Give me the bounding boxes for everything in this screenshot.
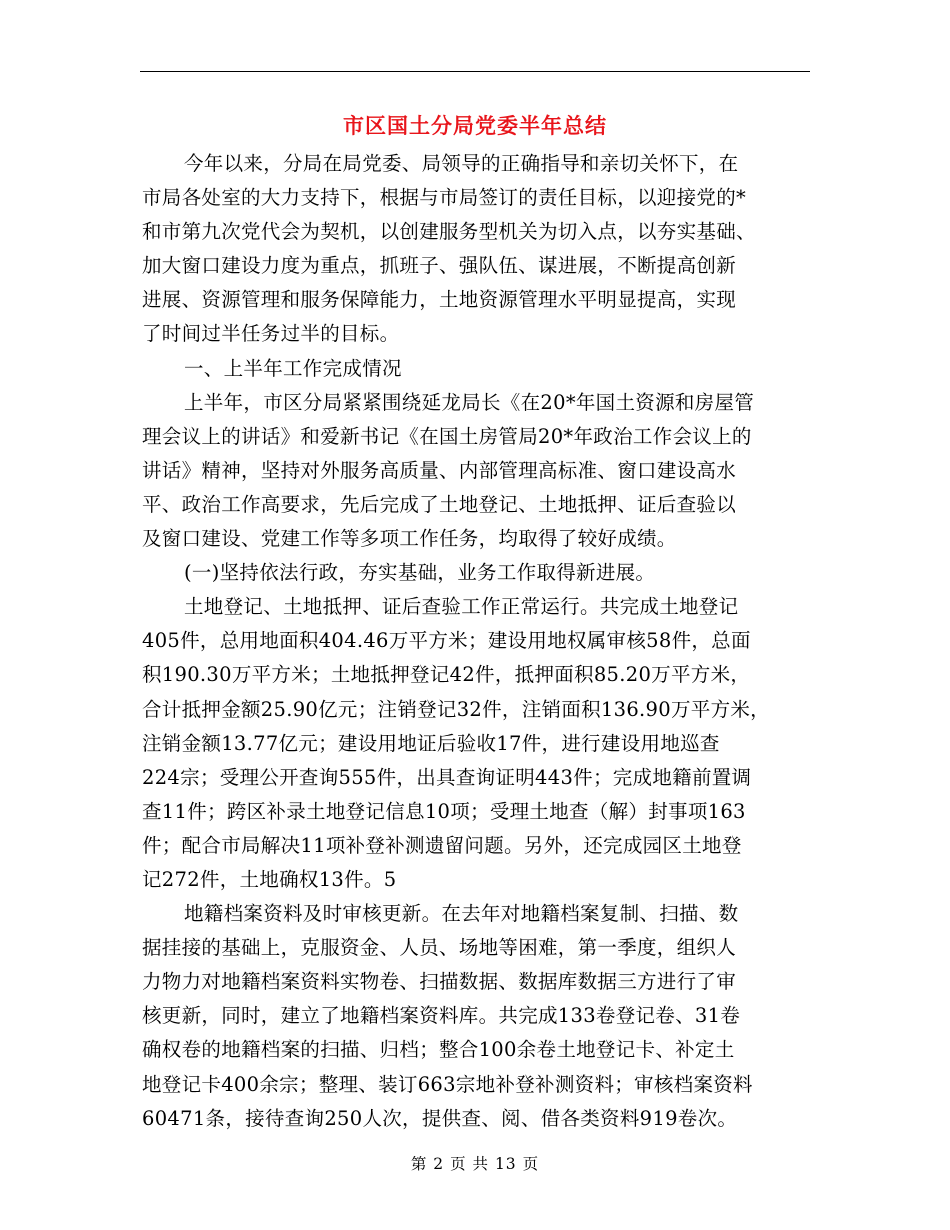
paragraph-line: 60471条，接待查询250人次，提供查、阅、借各类资料919卷次。 — [142, 1106, 738, 1130]
paragraph-line: 今年以来，分局在局党委、局领导的正确指导和亲切关怀下，在 — [184, 152, 739, 175]
paragraph-line: 积190.30万平方米；土地抵押登记42件，抵押面积85.20万平方米， — [142, 663, 751, 687]
page-number: 第 2 页 共 13 页 — [410, 1155, 540, 1173]
paragraph-line: 查11件；跨区补录土地登记信息10项；受理土地查（解）封事项163 — [142, 799, 746, 823]
paragraph-line: 224宗；受理公开查询555件，出具查询证明443件；完成地籍前置调 — [142, 765, 752, 789]
paragraph-line: 理会议上的讲话》和爱新书记《在国土房管局20*年政治工作会议上的 — [142, 424, 752, 448]
paragraph-line: 地登记卡400余宗；整理、装订663宗地补登补测资料；审核档案资料 — [142, 1072, 753, 1096]
paragraph-line: 件；配合市局解决11项补登补测遗留问题。另外，还完成园区土地登 — [142, 833, 742, 857]
paragraph-line: 和市第九次党代会为契机，以创建服务型机关为切入点，以夯实基础、 — [142, 220, 756, 244]
paragraph-line: 核更新，同时，建立了地籍档案资料库。共完成133卷登记卷、31卷 — [142, 1004, 741, 1028]
paragraph-line: 土地登记、土地抵押、证后查验工作正常运行。共完成土地登记 — [184, 595, 739, 619]
section-heading: 一、上半年工作完成情况 — [184, 356, 402, 380]
paragraph-line: 平、政治工作高要求，先后完成了土地登记、土地抵押、证后查验以 — [142, 492, 737, 516]
document-title: 市区国土分局党委半年总结 — [343, 113, 607, 138]
paragraph-line: 了时间过半任务过半的目标。 — [142, 322, 400, 346]
paragraph-line: 合计抵押金额25.90亿元；注销登记32件，注销面积136.90万平方米， — [142, 697, 770, 721]
paragraph-line: 讲话》精神，坚持对外服务高质量、内部管理高标准、窗口建设高水 — [142, 458, 737, 482]
header-rule — [140, 71, 810, 72]
paragraph-line: 确权卷的地籍档案的扫描、归档；整合100余卷土地登记卡、补定土 — [142, 1038, 735, 1062]
paragraph-line: 注销金额13.77亿元；建设用地证后验收17件，进行建设用地巡查 — [142, 731, 720, 755]
paragraph-line: 力物力对地籍档案资料实物卷、扫描数据、数据库数据三方进行了审 — [142, 970, 737, 994]
document-body — [142, 147, 810, 1136]
paragraph-line: 上半年，市区分局紧紧围绕延龙局长《在20*年国土资源和房屋管 — [184, 390, 755, 414]
paragraph-line: 地籍档案资料及时审核更新。在去年对地籍档案复制、扫描、数 — [184, 902, 739, 926]
paragraph-line: 加大窗口建设力度为重点，抓班子、强队伍、谋进展，不断提高创新 — [142, 254, 737, 278]
paragraph-line: 据挂接的基础上，克服资金、人员、场地等困难，第一季度，组织人 — [142, 936, 737, 960]
paragraph-line: 405件，总用地面积404.46万平方米；建设用地权属审核58件，总面 — [142, 629, 751, 653]
paragraph-line: 记272件，土地确权13件。5 — [142, 867, 397, 891]
subsection-heading: (一)坚持依法行政，夯实基础，业务工作取得新进展。 — [184, 561, 656, 585]
paragraph-line: 市局各处室的大力支持下，根据与市局签订的责任目标，以迎接党的* — [142, 186, 747, 210]
paragraph-line: 进展、资源管理和服务保障能力，土地资源管理水平明显提高，实现 — [142, 288, 737, 312]
paragraph-line: 及窗口建设、党建工作等多项工作任务，均取得了较好成绩。 — [142, 527, 677, 551]
